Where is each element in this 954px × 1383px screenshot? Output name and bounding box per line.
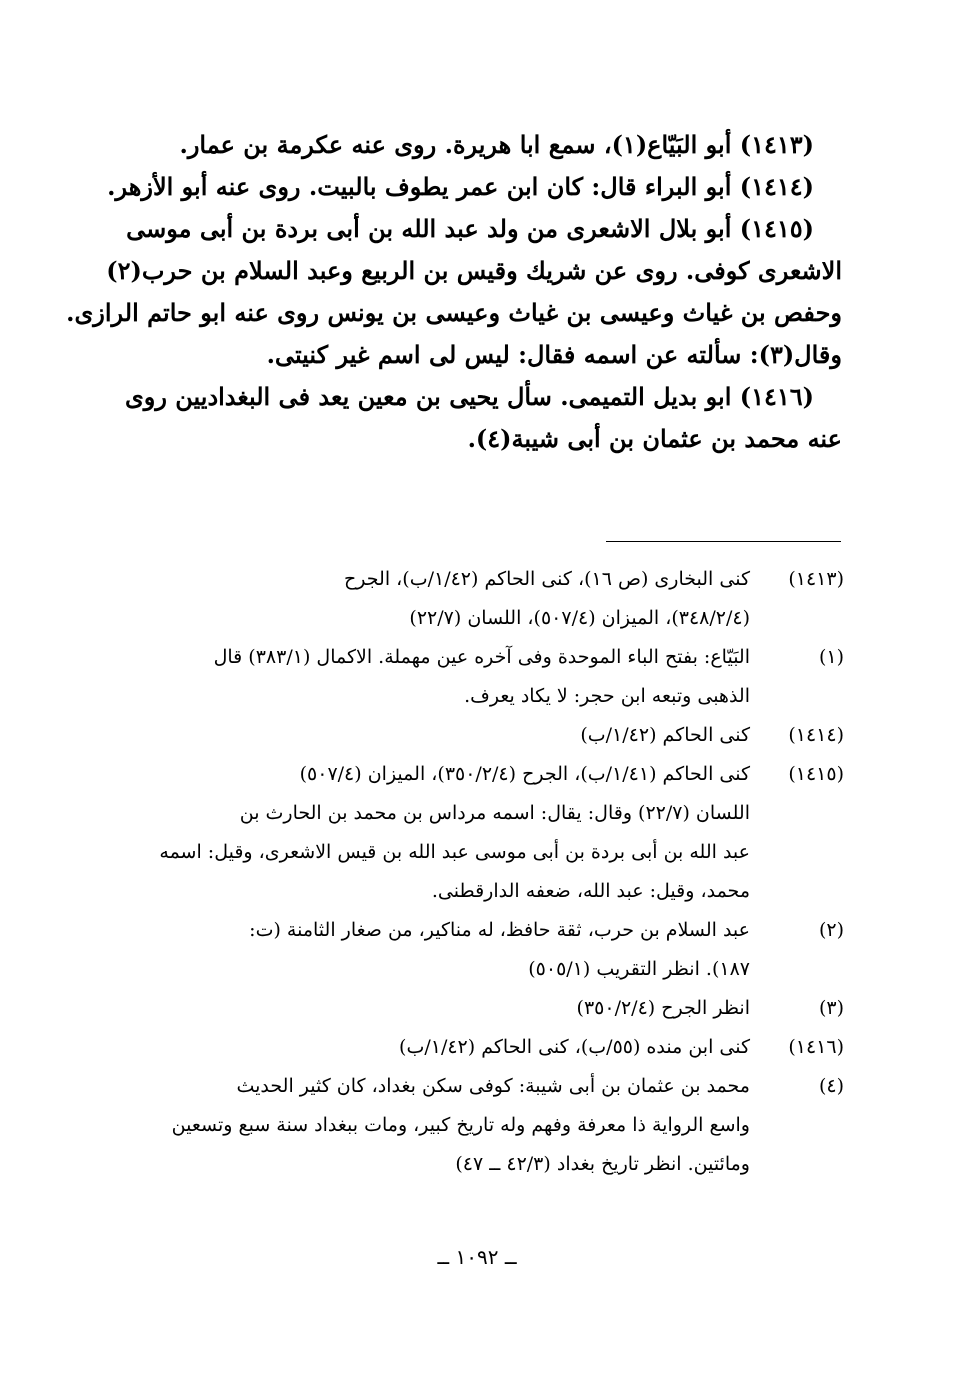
footnote-line: كنى البخارى (ص ١٦)، كنى الحاكم (١/٤٢/ب)، الجرح [344,568,750,590]
footnote-line: كنى الحاكم (١/٤١/ب)، الجرح (٣٥٠/٢/٤)، الميزان (٥٠٧/٤) [299,763,750,785]
footnote-line: (٣٤٨/٢/٤)، الميزان (٥٠٧/٤)، اللسان (٢٢/٧) [409,607,750,629]
footnote-line: محمد، وقيل: عبد الله، ضعفه الدارقطنى. [431,880,750,902]
footnote-body [90,1067,750,1184]
footnote-body [90,911,750,989]
footnote-line: محمد بن عثمان بن أبى شيبة: كوفى سكن بغداد، كان كثير الحديث [236,1075,750,1097]
footnote-1 [90,638,844,716]
main-line: وحفص بن غياث وعيسى بن غياث وعيسى بن يونس روى عنه ابو حاتم الرازى. [66,298,842,327]
entry-1415 [66,208,842,376]
entry-1416 [92,376,842,460]
footnote-1413 [90,560,844,638]
footnote-body [90,1028,750,1067]
main-line: الاشعرى كوفى. روى عن شريك وقيس بن الربيع وعبد السلام بن حرب(٢) [106,256,842,285]
main-line: (١٤١٥) أبو بلال الاشعرى من ولد عبد الله بن أبى بردة بن أبى موسى [126,214,814,243]
footnote-line: انظر الجرح (٣٥٠/٢/٤) [576,997,750,1019]
footnote-line: ومائتين. انظر تاريخ بغداد (٤٢/٣ ــ ٤٧) [455,1153,750,1175]
footnote-3 [90,989,844,1028]
entry-1414 [92,166,842,208]
footnote-line: كنى ابن منده (٥٥/ب)، كنى الحاكم (١/٤٢/ب) [399,1036,750,1058]
footnote-line: البَيّاع: بفتح الباء الموحدة وفى آخره عين مهملة. الاكمال (٣٨٣/١) قال [213,646,750,668]
footnote-body [90,638,750,716]
main-line: وقال(٣): سألته عن اسمه فقال: ليس لى اسم غير كنيتى. [266,340,842,369]
footnote-line: واسع الرواية ذا معرفة وفهم وله تاريخ كبير، ومات ببغداد سنة سبع وتسعين [171,1114,750,1136]
footnote-4 [90,1067,844,1184]
footnote-1416 [90,1028,844,1067]
footnote-line: الذهبى وتبعه ابن حجر: لا يكاد يعرف. [464,685,750,707]
main-line: عنه محمد بن عثمان بن أبى شيبة(٤). [467,424,842,453]
footnotes-section [90,560,844,1184]
footnote-line: كنى الحاكم (١/٤٢/ب) [580,724,750,746]
footnote-1414 [90,716,844,755]
footnote-line: عبد الله بن أبى بردة بن أبى موسى عبد الله بن قيس الاشعرى، وقيل: اسمه [159,841,750,863]
footnote-body [90,560,750,638]
footnote-label: (١٤١٤) [788,724,844,746]
footnote-body [90,755,750,911]
footnote-label: (١٤١٣) [788,568,844,590]
footnote-label: (٣) [818,997,844,1019]
main-text [66,124,842,460]
main-line: (١٤١٣) أبو البَيّاع(١)، سمع ابا هريرة. روى عنه عكرمة بن عمار. [179,130,814,159]
footnote-body [90,716,750,755]
footnote-label: (١٤١٦) [788,1036,844,1058]
footnote-label: (٢) [818,919,844,941]
entry-1413 [92,124,842,166]
footnote-line: عبد السلام بن حرب، ثقة حافظ، له مناكير، من صغار الثامنة (ت: [249,919,750,941]
footnote-label: (١) [818,646,844,668]
footnote-label: (١٤١٥) [788,763,844,785]
footnote-separator [606,541,841,542]
footnote-label: (٤) [818,1075,844,1097]
main-line: (١٤١٦) ابو بديل التميمى. سأل يحيى بن معين يعد فى البغداديين روى [124,382,814,411]
footnote-1415 [90,755,844,911]
footnote-body [90,989,750,1028]
footnote-line: ١٨٧). انظر التقريب (٥٠٥/١) [528,958,750,980]
footnote-2 [90,911,844,989]
main-line: (١٤١٤) أبو البراء قال: كان ابن عمر يطوف بالبيت. روى عنه أبو الأزهر. [107,172,814,201]
page-number: ــ ١٠٩٢ ــ [437,1245,517,1269]
footnote-line: اللسان (٢٢/٧) وقال: يقال: اسمه مرداس بن محمد بن الحارث بن [239,802,750,824]
